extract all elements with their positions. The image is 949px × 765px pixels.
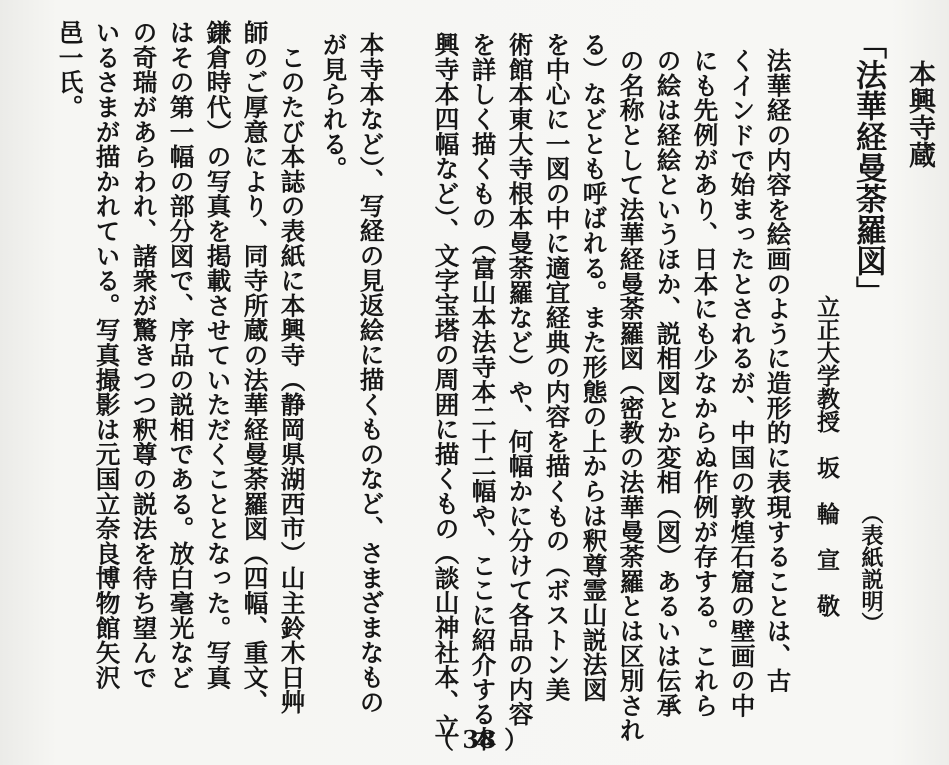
body-line: にも先例があり、日本にも少なからぬ作例が存する。これら <box>690 48 720 718</box>
author-byline: 立正大学教授 坂 輪 宣 敬 <box>813 295 840 617</box>
body-line: を中心に一図の中に適宜経典の内容を描くもの（ボストン美 <box>542 32 572 702</box>
body-line: はその第一幅の部分図で、序品の説相である。放白毫光など <box>166 20 196 690</box>
body-line: る）などとも呼ばれる。また形態の上からは釈尊霊山説法図 <box>579 32 609 702</box>
body-line: の名称として法華経曼荼羅図（密教の法華曼荼羅とは区別され <box>616 48 646 743</box>
body-line: 法華経の内容を絵画のように造形的に表現することは、古 <box>763 48 793 693</box>
page-number: （ 38 ） <box>430 725 529 754</box>
body-line: の奇瑞があらわれ、諸衆が驚きつつ釈尊の説法を待ち望んで <box>129 20 159 690</box>
body-line: の絵は経絵というほか、説相図とか変相（図）あるいは伝承 <box>653 48 683 718</box>
body-line: 術館本東大寺根本曼荼羅など）や、何幅かに分けて各品の内容 <box>505 32 535 727</box>
body-line: が見られる。 <box>319 32 349 181</box>
title-note: （表紙説明） <box>858 502 884 634</box>
body-line: 鎌倉時代）の写真を掲載させていただくこととなった。写真 <box>203 20 233 690</box>
body-line: 興寺本四幅など）、文字宝塔の周囲に描くもの（談山神社本、立 <box>431 32 461 739</box>
article-title: 「法華経曼荼羅図」 <box>850 28 886 307</box>
body-line: 邑一氏。 <box>55 20 85 120</box>
body-line: を詳しく描くもの（富山本法寺本二十二幅や、ここに紹介する本 <box>468 32 498 752</box>
body-line: いるさまが描かれている。写真撮影は元国立奈良博物館矢沢 <box>92 20 122 690</box>
title-prefix: 本興寺蔵 <box>904 60 935 168</box>
body-line: 師のご厚意により、同寺所蔵の法華経曼荼羅図（四幅、重文、 <box>240 20 270 715</box>
body-line: このたび本誌の表紙に本興寺（静岡県湖西市）山主鈴木日艸 <box>277 20 307 715</box>
body-line: 本寺本など）、写経の見返絵に描くものなど、さまざまなもの <box>356 32 386 715</box>
body-line: くインドで始まったとされるが、中国の敦煌石窟の壁画の中 <box>727 48 757 718</box>
